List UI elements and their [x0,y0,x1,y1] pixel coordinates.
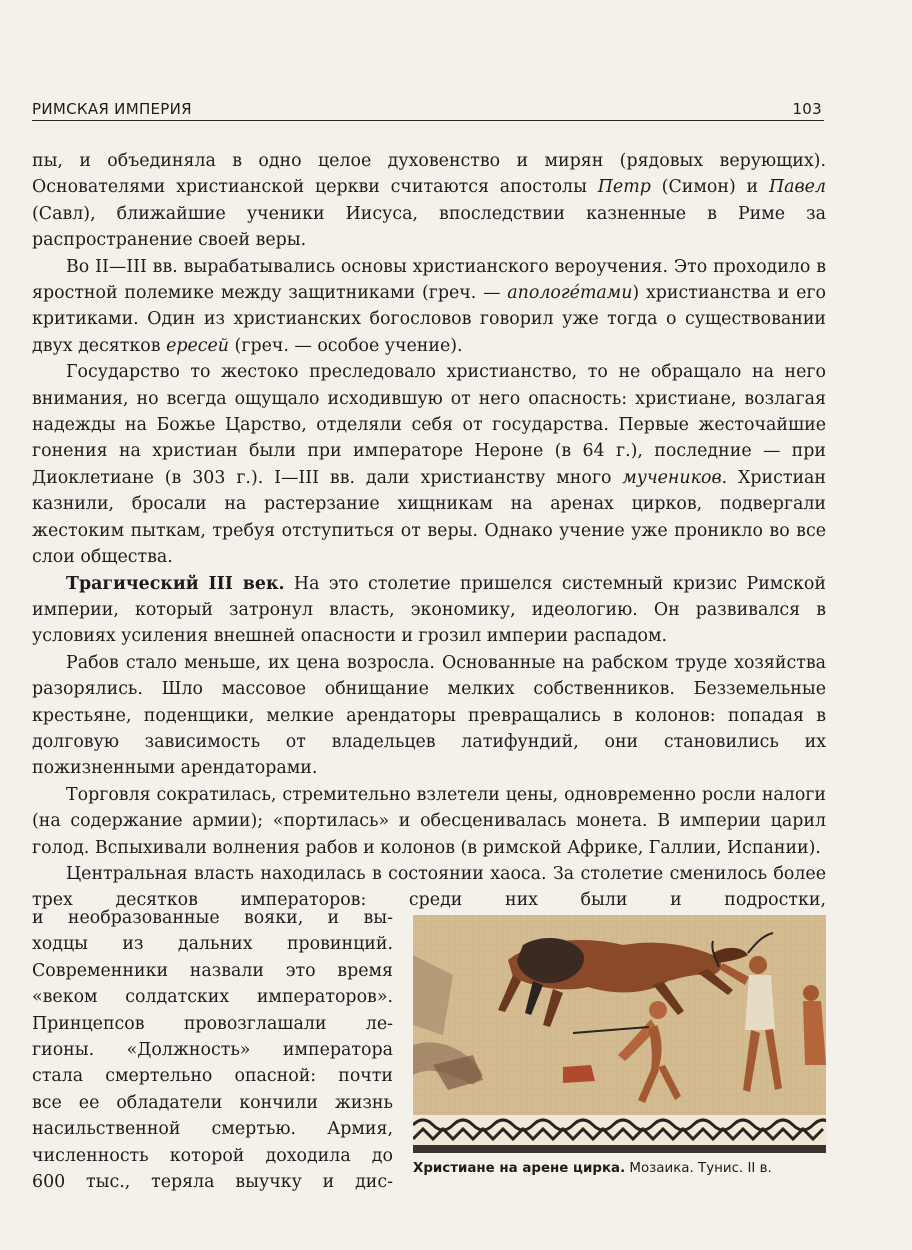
mosaic-border [413,1115,826,1153]
p4-text: На это столетие пришелся системный кризис Римской империи, который затронул власть, экономику, идеологию. Он развивался в условиях усиления внешней опасности и грозил империи распадом. [32,573,826,647]
p1-text-a: пы, и объединяла в одно целое духовенство и мирян (рядовых верующих). Основателями христианской церкви считаются апостолы [32,151,826,198]
paragraph-4 [32,571,826,650]
wrap-line: все ее обладатели кончили жизнь [32,1092,393,1113]
p3-text-b: . Христиан казнили, бросали на растерзание хищникам на аренах цирков, подвергали жестоким пыткам, требуя отступиться от веры. Однако учение уже проникло во все слои общества. [32,467,826,568]
object-on-ground [563,1065,595,1083]
wrap-line: насильственной смертью. Армия, [32,1119,393,1140]
p1-text-b: (Симон) и [650,177,769,198]
p3-text-a: Государство то жестоко преследовало христианство, то не обращало на него внимания, но всегда ощущало исходившую от него опасность: христиане, возлагая надежды на Божье Царство, отделяли себя от государства. Первые жесточайшие гонения на христиан были при императоре Нероне (в 64 г.), последние — при Диоклетиане (в 303 г.). I—III вв. дали христианству много [32,362,826,488]
mosaic-illustration [413,915,826,1153]
wrap-line: ходцы из дальних провинций. [32,934,393,955]
p2-text-c: (греч. — особое учение). [229,335,463,356]
wrap-line: гионы. «Должность» императора [32,1040,393,1061]
paragraph-7: Центральная власть находилась в состоянии хаоса. За столетие сменилось более трех десятков императоров: среди них были и подростки, [32,863,826,911]
wrap-line: Современники назвали это время [32,960,393,981]
wrap-line: 600 тыс., теряла выучку и дис- [32,1172,393,1193]
wrap-line: и необразованные вояки, и вы- [32,908,393,928]
figure-caption [413,1161,833,1176]
wrapped-text-column [32,905,393,1195]
running-head [32,98,824,121]
paragraph-3 [32,359,826,570]
page-number: 103 [792,100,822,118]
wrap-line: Принцепсов провозглашали ле- [32,1013,393,1034]
term-pavel: Павел [768,177,826,198]
term-petr: Петр [597,177,651,198]
section-heading: Трагический III век. [66,573,285,594]
p2-text-b: ) христианства и его критиками. Один из христианских богословов говорил уже тогда о существовании двух десятков [32,283,827,356]
body-text [32,148,826,914]
wrap-line: стала смертельно опасной: почти [32,1066,393,1087]
wrap-line: численность которой доходила до [32,1145,393,1166]
caption-title: Христиане на арене цирка. [413,1161,626,1176]
caption-details: Мозаика. Тунис. II в. [625,1161,772,1176]
section-title: РИМСКАЯ ИМПЕРИЯ [32,100,192,118]
paragraph-6: Торговля сократилась, стремительно взлетели цены, одновременно росли налоги (на содержание армии); «портилась» и обесценивалась монета. В империи царил голод. Вспыхивали волнения рабов и колонов (в римской Африке, Галлии, Испании). [32,784,826,858]
paragraph-2 [32,254,826,360]
p1-text-c: (Савл), ближайшие ученики Иисуса, впоследствии казненные в Риме за распространение своей веры. [32,203,826,251]
paragraph-1 [32,148,826,254]
p2-text-a: Во II—III вв. вырабатывались основы христианского вероучения. Это проходило в яростной полемике между защитниками (греч. — [32,256,826,304]
term-eresi: ересей [166,335,230,356]
term-apologety: апологéтами [507,283,633,304]
wrap-line: «веком солдатских императоров». [32,987,393,1008]
mosaic-image [413,915,826,1153]
paragraph-5: Рабов стало меньше, их цена возросла. Основанные на рабском труде хозяйства разорялись. Шло массовое обнищание мелких собственников. Безземельные крестьяне, поденщики, мелкие арендаторы превращались в колонов: попадая в долговую зависимость от владельцев латифундий, они становились их пожизненными арендаторами. [32,652,826,779]
term-mucheniki: мучеников [622,467,722,488]
